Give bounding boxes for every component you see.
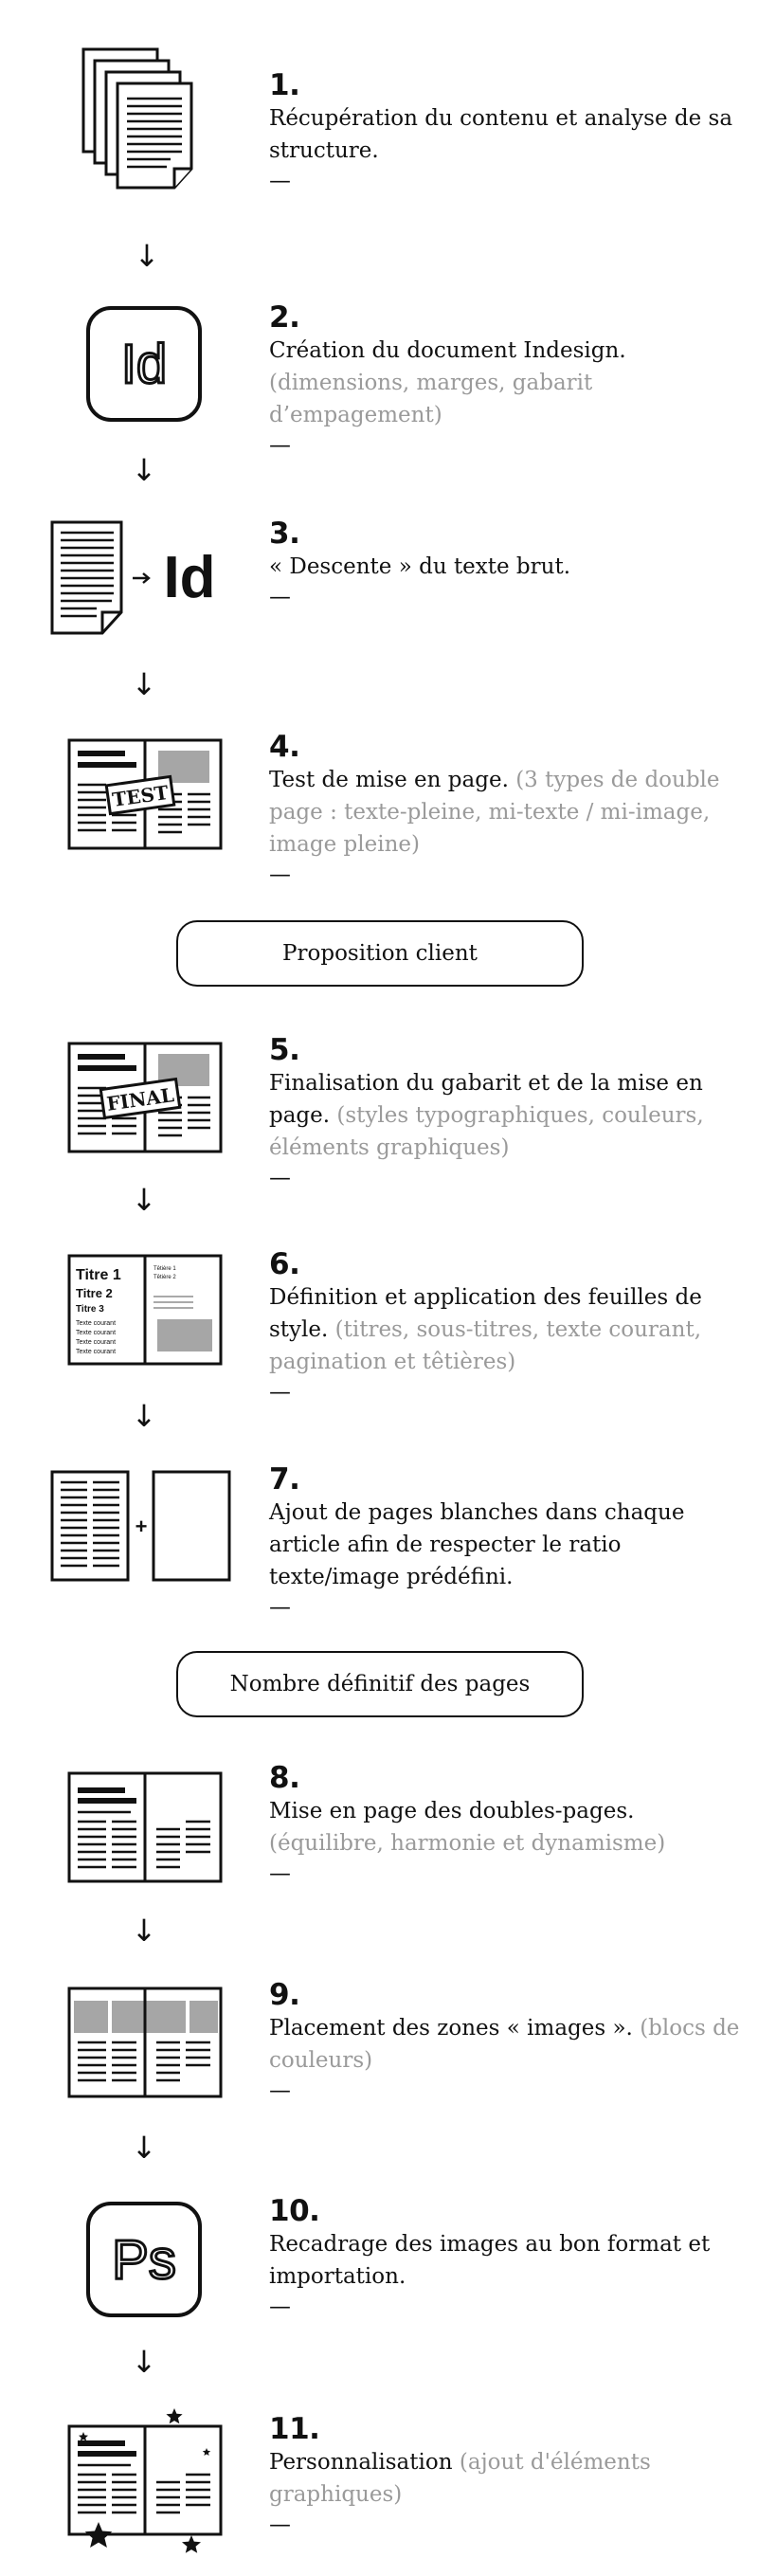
step-dash: — <box>269 862 291 887</box>
indesign-label: Id <box>120 334 168 395</box>
style-running-head: Têtière 1 <box>153 1266 176 1272</box>
step-title: « Descente » du texte brut. <box>269 554 571 579</box>
step-detail: (ajout d'éléments graphiques) <box>269 2450 651 2507</box>
step-detail: (équilibre, harmonie et dynamisme) <box>269 1831 666 1856</box>
step-detail: (3 types de double page : texte-pleine, mi-texte / mi-image, image pleine) <box>269 768 720 857</box>
final-label: FINAL <box>105 1083 176 1116</box>
step-dash: — <box>269 585 291 609</box>
step-title: Récupération du contenu et analyse de sa structure. <box>269 106 733 163</box>
step-dash: — <box>269 1380 291 1405</box>
down-arrow: ↓ <box>131 1182 157 1218</box>
photoshop-label: Ps <box>112 2229 176 2291</box>
personalisation-icon <box>57 2403 233 2564</box>
milestone-client-proposal <box>176 920 584 987</box>
step-number: 8. <box>269 1761 300 1795</box>
step-number: 9. <box>269 1978 300 2012</box>
step-number: 2. <box>269 300 300 335</box>
photoshop-icon <box>85 2201 203 2318</box>
down-arrow: ↓ <box>131 1398 157 1434</box>
step-dash: — <box>269 1861 291 1886</box>
documents-icon <box>76 45 218 207</box>
indesign-label: Id <box>163 545 216 610</box>
step-dash: — <box>269 2295 291 2319</box>
step-detail: (dimensions, marges, gabarit d’empagement) <box>269 371 593 427</box>
step-title: Mise en page des doubles-pages. <box>269 1799 635 1823</box>
step-dash: — <box>269 169 291 193</box>
step-number: 3. <box>269 517 300 551</box>
indesign-icon <box>85 305 203 423</box>
step-8 <box>269 1761 743 1888</box>
milestone-label: Proposition client <box>282 941 478 966</box>
step-title: Création du document Indesign. <box>269 338 626 363</box>
step-title: Finalisation du gabarit et de la mise en page. <box>269 1071 703 1128</box>
step-dash: — <box>269 433 291 458</box>
style-running-head: Têtière 2 <box>153 1275 176 1280</box>
step-title: Personnalisation <box>269 2450 453 2475</box>
step-number: 6. <box>269 1247 300 1281</box>
step-number: 1. <box>269 68 300 102</box>
step-detail: (styles typographiques, couleurs, éléments graphiques) <box>269 1103 704 1160</box>
down-arrow: ↓ <box>131 2344 157 2380</box>
step-10 <box>269 2194 743 2321</box>
style-body-text: Texte courant <box>76 1349 117 1355</box>
down-arrow: ↓ <box>131 452 157 488</box>
step-dash: — <box>269 2078 291 2103</box>
down-arrow: ↓ <box>131 1913 157 1949</box>
step-9 <box>269 1978 743 2105</box>
step-dash: — <box>269 1166 291 1190</box>
step-number: 7. <box>269 1462 300 1497</box>
step-11 <box>269 2412 743 2539</box>
step-4 <box>269 730 743 889</box>
step-number: 4. <box>269 730 300 764</box>
style-body-text: Texte courant <box>76 1339 117 1346</box>
step-6 <box>269 1247 743 1406</box>
step-title: Placement des zones « images ». <box>269 2016 633 2041</box>
plus-label: + <box>135 1515 148 1538</box>
step-title: Test de mise en page. <box>269 768 509 792</box>
down-arrow: ↓ <box>131 2130 157 2166</box>
down-arrow: ↓ <box>131 666 157 702</box>
style-title-2: Titre 2 <box>76 1286 113 1300</box>
style-sheets-icon <box>66 1253 224 1367</box>
step-dash: — <box>269 1595 291 1620</box>
step-1 <box>269 68 743 195</box>
step-number: 11. <box>269 2412 320 2446</box>
step-title: Définition et application des feuilles de style. <box>269 1285 702 1342</box>
add-blank-page-icon <box>49 1469 235 1583</box>
down-arrow: ↓ <box>134 238 160 274</box>
step-dash: — <box>269 2513 291 2537</box>
milestone-label: Nombre définitif des pages <box>229 1672 531 1696</box>
style-body-text: Texte courant <box>76 1330 117 1336</box>
test-label: TEST <box>111 780 171 812</box>
double-page-layout-icon <box>66 1770 224 1884</box>
step-detail: (blocs de couleurs) <box>269 2016 740 2073</box>
milestone-final-page-count <box>176 1651 584 1717</box>
step-number: 5. <box>269 1033 300 1067</box>
step-3 <box>269 517 743 611</box>
step-title: Ajout de pages blanches dans chaque article afin de respecter le ratio texte/image prédéfini. <box>269 1500 685 1589</box>
star-icon <box>166 2408 182 2423</box>
layout-final-icon <box>66 1041 224 1154</box>
style-body-text: Texte courant <box>76 1320 117 1327</box>
step-title: Recadrage des images au bon format et importation. <box>269 2232 711 2289</box>
step-7 <box>269 1462 743 1622</box>
text-to-indesign-icon <box>49 519 229 639</box>
step-5 <box>269 1033 743 1192</box>
star-icon <box>182 2535 201 2553</box>
image-zones-icon <box>66 1986 224 2099</box>
layout-test-icon <box>66 737 224 851</box>
style-title-1: Titre 1 <box>76 1267 121 1283</box>
step-detail: (titres, sous-titres, texte courant, pagination et têtières) <box>269 1317 702 1374</box>
step-number: 10. <box>269 2194 320 2228</box>
step-2 <box>269 300 743 460</box>
style-title-3: Titre 3 <box>76 1304 104 1315</box>
